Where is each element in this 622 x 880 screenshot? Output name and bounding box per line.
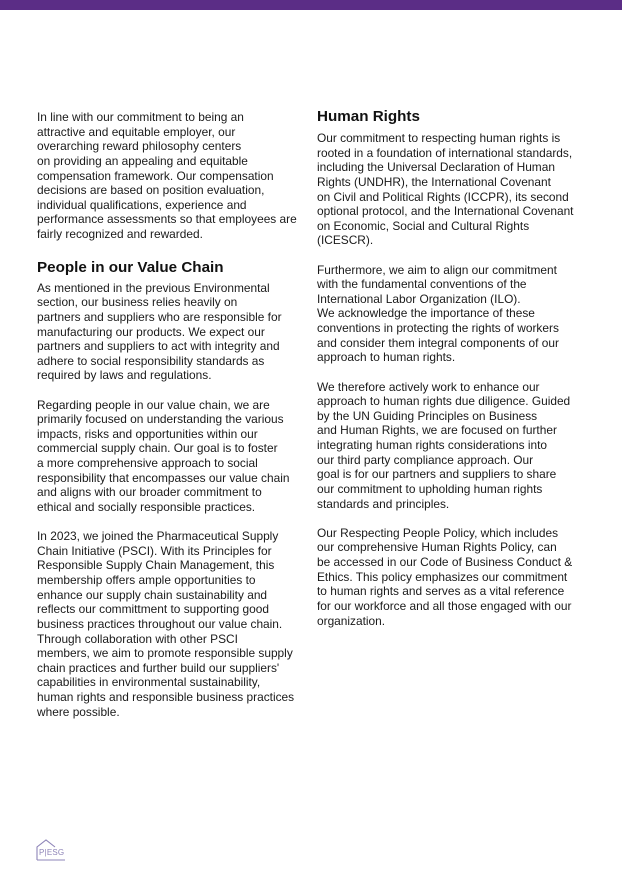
top-accent-bar — [0, 0, 622, 10]
human-rights-paragraph-2: Furthermore, we aim to align our commitment with the fundamental conventions of the International Labor Organization (ILO). We acknowledge the importance of these conventions in protecting the rights of workers and consider them integral components of our approach to human rights. — [317, 262, 559, 365]
right-column — [317, 108, 591, 628]
human-rights-paragraph-3: We therefore actively work to enhance our approach to human rights due diligence. Guided by the UN Guiding Principles on Business and Human Rights, we are focused on further integrating human rights considerations into our third party compliance approach. Our goal is for our partners and suppliers to share our commitment to upholding human rights standards and principles. — [317, 379, 571, 511]
footer-logo[interactable] — [36, 839, 68, 861]
value-chain-paragraph-1: As mentioned in the previous Environmental section, our business relies heavily on partners and suppliers who are responsible for manufacturing our products. We expect our partners and suppliers to act with integrity and adhere to social responsibility standards as required by laws and regulations. — [37, 280, 282, 383]
value-chain-paragraph-3: In 2023, we joined the Pharmaceutical Supply Chain Initiative (PSCI). With its Principles for Responsible Supply Chain Management, this membership offers ample opportunities to enhance our supply chain sustainability and reflects our committment to supporting good business practices throughout our value chain. Through collaboration with other PSCI members, we aim to promote responsible supply chain practices and further build our suppliers' capabilities in environmental sustainability, human rights and responsible business practices where possible. — [37, 529, 295, 719]
value-chain-heading: People in our Value Chain — [37, 258, 224, 276]
human-rights-paragraph-4: Our Respecting People Policy, which includes our comprehensive Human Rights Policy, can be accessed in our Code of Business Conduct & Ethics. This policy emphasizes our commitment to human rights and serves as a vital reference for our workforce and all those engaged with our organization. — [317, 525, 573, 628]
human-rights-paragraph-1: Our commitment to respecting human rights is rooted in a foundation of international standards, including the Universal Declaration of Human Rights (UNDHR), the International Covenant on Civil and Political Rights (ICCPR), its second optional protocol, and the International Covenant on Economic, Social and Cultural Rights (ICESCR). — [317, 131, 574, 248]
human-rights-heading: Human Rights — [317, 108, 420, 125]
left-column — [37, 108, 309, 719]
value-chain-paragraph-2: Regarding people in our value chain, we are primarily focused on understanding the various impacts, risks and opportunities within our commercial supply chain. Our goal is to foster a more comprehensive approach to social responsibility that encompasses our value chain and aligns with our broader commitment to ethical and socially responsible practices. — [37, 397, 290, 514]
logo-text: P|ESG — [39, 848, 65, 857]
intro-paragraph: In line with our commitment to being an attractive and equitable employer, our overarching reward philosophy centers on providing an appealing and equitable compensation framework. Our compensation decisions are based on position evaluation, individual qualifications, experience and performance assessments so that employees are fairly recognized and rewarded. — [37, 110, 297, 241]
